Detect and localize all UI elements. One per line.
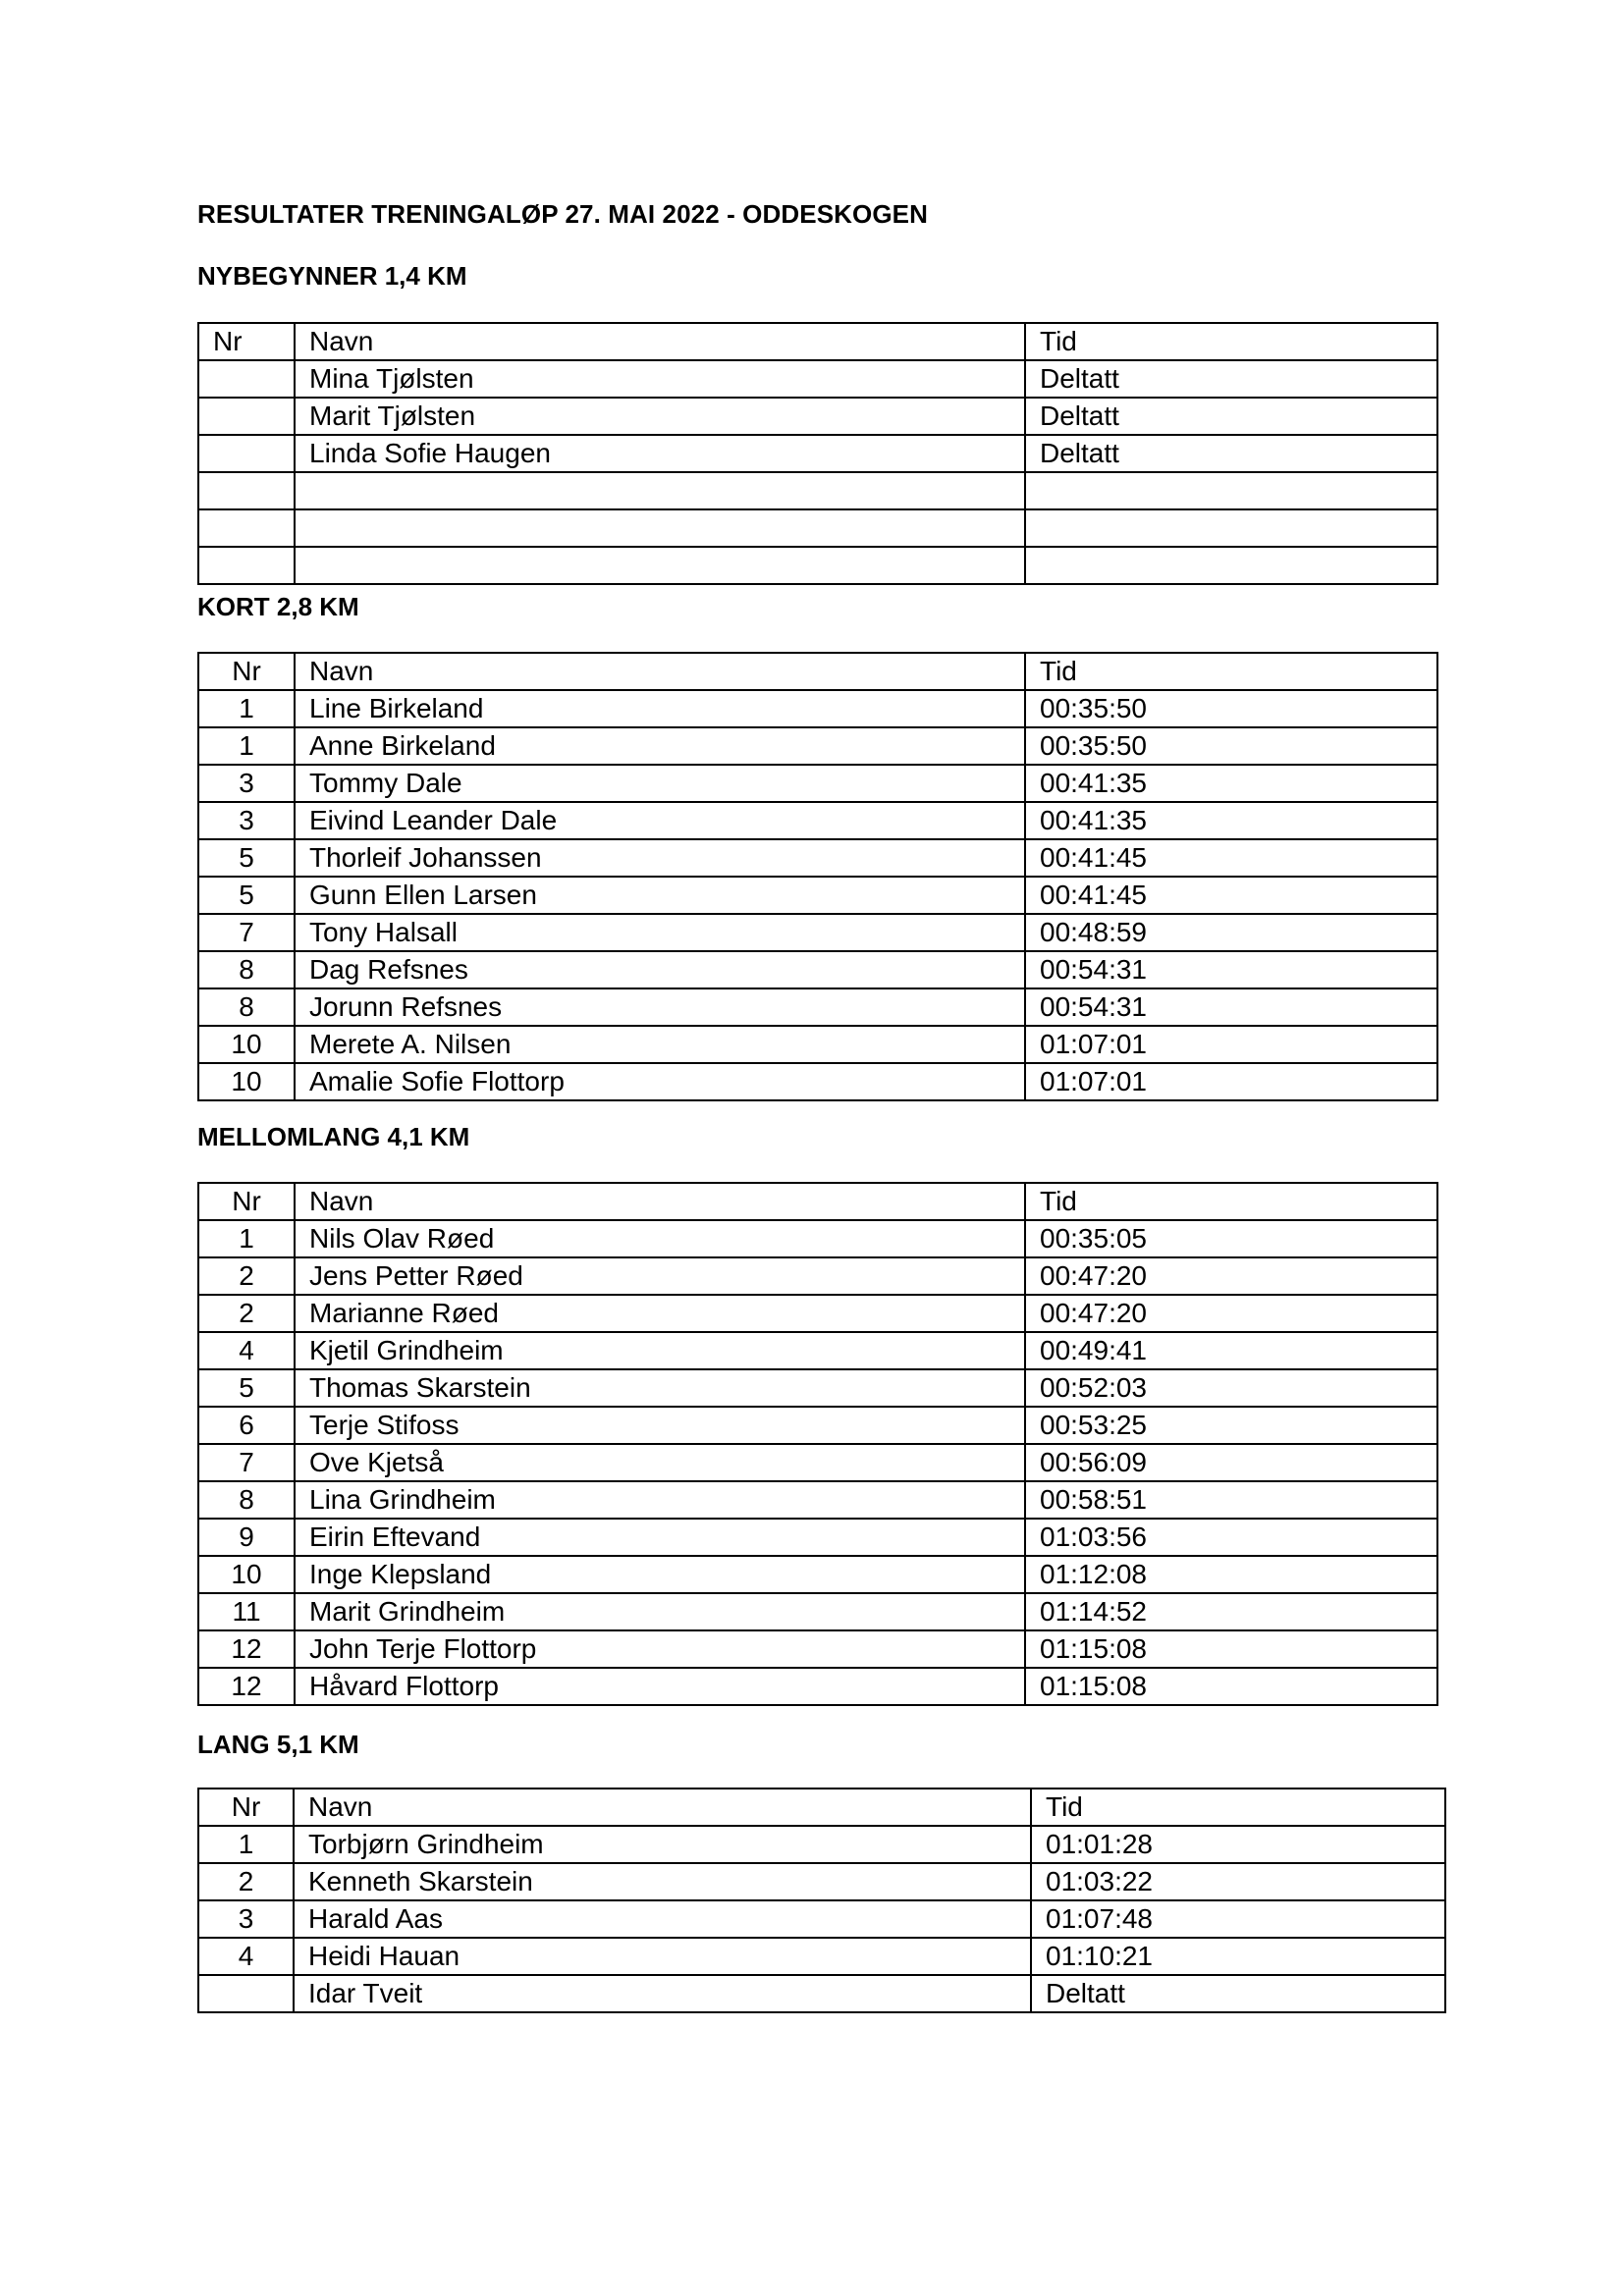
row-tid: 01:15:08 (1025, 1630, 1437, 1668)
table-row (198, 1481, 1437, 1519)
table-row (198, 765, 1437, 802)
row-navn: Tony Halsall (295, 914, 1025, 951)
results-table-nybegynner (197, 322, 1438, 585)
table-row (198, 877, 1437, 914)
table-row (198, 1900, 1445, 1938)
row-tid: 00:49:41 (1025, 1332, 1437, 1369)
row-nr: 9 (198, 1519, 295, 1556)
row-tid: 00:56:09 (1025, 1444, 1437, 1481)
row-tid: 00:35:50 (1025, 727, 1437, 765)
table-header-row (198, 323, 1437, 360)
row-nr: 10 (198, 1063, 295, 1100)
table-row (198, 802, 1437, 839)
table-row (198, 839, 1437, 877)
row-navn: Anne Birkeland (295, 727, 1025, 765)
row-tid: 00:41:45 (1025, 839, 1437, 877)
row-navn: Marit Tjølsten (295, 398, 1025, 435)
row-tid: 01:07:01 (1025, 1063, 1437, 1100)
row-tid: 01:01:28 (1031, 1826, 1445, 1863)
row-tid: 00:41:35 (1025, 802, 1437, 839)
row-nr: 8 (198, 988, 295, 1026)
table-header-row (198, 653, 1437, 690)
table-row (198, 1295, 1437, 1332)
table-row (198, 360, 1437, 398)
header-nr: Nr (198, 653, 295, 690)
row-tid: Deltatt (1025, 398, 1437, 435)
row-tid (1025, 509, 1437, 547)
row-nr (198, 360, 295, 398)
header-nr: Nr (198, 323, 295, 360)
header-tid: Tid (1025, 323, 1437, 360)
row-navn: Harald Aas (294, 1900, 1031, 1938)
header-nr: Nr (198, 1789, 294, 1826)
table-row (198, 1630, 1437, 1668)
row-tid: 00:41:35 (1025, 765, 1437, 802)
row-navn: Amalie Sofie Flottorp (295, 1063, 1025, 1100)
row-navn: Gunn Ellen Larsen (295, 877, 1025, 914)
row-tid (1025, 547, 1437, 584)
table-row (198, 1257, 1437, 1295)
row-nr: 4 (198, 1938, 294, 1975)
row-navn: Thorleif Johanssen (295, 839, 1025, 877)
row-tid: 00:47:20 (1025, 1257, 1437, 1295)
table-header-row (198, 1789, 1445, 1826)
row-nr: 5 (198, 1369, 295, 1407)
row-navn: Idar Tveit (294, 1975, 1031, 2012)
results-table-mellomlang (197, 1182, 1438, 1706)
row-navn (295, 509, 1025, 547)
row-nr: 5 (198, 839, 295, 877)
row-navn: Dag Refsnes (295, 951, 1025, 988)
table-row (198, 1593, 1437, 1630)
row-nr: 1 (198, 1826, 294, 1863)
row-navn: Eirin Eftevand (295, 1519, 1025, 1556)
results-table-kort (197, 652, 1438, 1101)
table-row (198, 1826, 1445, 1863)
row-nr: 2 (198, 1295, 295, 1332)
header-tid: Tid (1031, 1789, 1445, 1826)
row-nr: 10 (198, 1026, 295, 1063)
row-nr (198, 472, 295, 509)
header-nr: Nr (198, 1183, 295, 1220)
table-header-row (198, 1183, 1437, 1220)
row-nr (198, 547, 295, 584)
row-nr: 4 (198, 1332, 295, 1369)
row-navn: Linda Sofie Haugen (295, 435, 1025, 472)
row-nr: 1 (198, 727, 295, 765)
results-table-lang (197, 1788, 1446, 2013)
row-navn: Heidi Hauan (294, 1938, 1031, 1975)
row-navn: Jens Petter Røed (295, 1257, 1025, 1295)
header-navn: Navn (295, 1183, 1025, 1220)
row-tid: 00:48:59 (1025, 914, 1437, 951)
row-nr: 12 (198, 1668, 295, 1705)
table-row (198, 1975, 1445, 2012)
row-tid: 01:07:01 (1025, 1026, 1437, 1063)
row-tid: 01:10:21 (1031, 1938, 1445, 1975)
row-tid: 00:47:20 (1025, 1295, 1437, 1332)
table-row (198, 1026, 1437, 1063)
table-row (198, 1444, 1437, 1481)
row-tid: 01:14:52 (1025, 1593, 1437, 1630)
row-nr (198, 509, 295, 547)
section-title-kort: KORT 2,8 KM (197, 592, 359, 621)
table-row (198, 1332, 1437, 1369)
row-tid: Deltatt (1025, 360, 1437, 398)
row-navn: Nils Olav Røed (295, 1220, 1025, 1257)
row-navn: Ove Kjetså (295, 1444, 1025, 1481)
row-tid: Deltatt (1031, 1975, 1445, 2012)
table-row (198, 988, 1437, 1026)
header-tid: Tid (1025, 653, 1437, 690)
row-nr: 3 (198, 1900, 294, 1938)
row-navn: Torbjørn Grindheim (294, 1826, 1031, 1863)
table-row (198, 398, 1437, 435)
row-navn: Håvard Flottorp (295, 1668, 1025, 1705)
header-navn: Navn (295, 323, 1025, 360)
header-navn: Navn (295, 653, 1025, 690)
row-navn: John Terje Flottorp (295, 1630, 1025, 1668)
row-tid: 00:35:50 (1025, 690, 1437, 727)
row-navn: Lina Grindheim (295, 1481, 1025, 1519)
row-nr: 3 (198, 765, 295, 802)
table-row (198, 914, 1437, 951)
row-nr (198, 398, 295, 435)
table-row (198, 1556, 1437, 1593)
table-row (198, 472, 1437, 509)
row-tid: 01:15:08 (1025, 1668, 1437, 1705)
section-title-lang: LANG 5,1 KM (197, 1730, 359, 1759)
row-tid: Deltatt (1025, 435, 1437, 472)
section-title-mellomlang: MELLOMLANG 4,1 KM (197, 1122, 470, 1151)
table-row (198, 1369, 1437, 1407)
row-navn (295, 547, 1025, 584)
table-row (198, 951, 1437, 988)
row-navn: Eivind Leander Dale (295, 802, 1025, 839)
row-tid: 00:35:05 (1025, 1220, 1437, 1257)
row-nr: 5 (198, 877, 295, 914)
row-navn: Thomas Skarstein (295, 1369, 1025, 1407)
row-navn: Line Birkeland (295, 690, 1025, 727)
table-row (198, 1668, 1437, 1705)
table-row (198, 690, 1437, 727)
table-row (198, 435, 1437, 472)
row-navn: Marit Grindheim (295, 1593, 1025, 1630)
row-navn: Kenneth Skarstein (294, 1863, 1031, 1900)
row-nr: 1 (198, 1220, 295, 1257)
row-navn: Terje Stifoss (295, 1407, 1025, 1444)
row-navn: Mina Tjølsten (295, 360, 1025, 398)
row-nr: 7 (198, 914, 295, 951)
table-row (198, 547, 1437, 584)
row-tid: 01:12:08 (1025, 1556, 1437, 1593)
row-nr: 2 (198, 1257, 295, 1295)
row-nr: 11 (198, 1593, 295, 1630)
row-nr (198, 435, 295, 472)
table-row (198, 1220, 1437, 1257)
row-tid: 00:41:45 (1025, 877, 1437, 914)
row-nr: 8 (198, 1481, 295, 1519)
table-row (198, 1938, 1445, 1975)
row-navn: Merete A. Nilsen (295, 1026, 1025, 1063)
table-row (198, 1407, 1437, 1444)
row-nr: 10 (198, 1556, 295, 1593)
table-row (198, 1063, 1437, 1100)
document-title: RESULTATER TRENINGALØP 27. MAI 2022 - ODDESKOGEN (197, 199, 928, 229)
header-tid: Tid (1025, 1183, 1437, 1220)
row-tid (1025, 472, 1437, 509)
row-tid: 01:03:22 (1031, 1863, 1445, 1900)
row-tid: 01:07:48 (1031, 1900, 1445, 1938)
row-nr: 1 (198, 690, 295, 727)
row-nr: 12 (198, 1630, 295, 1668)
row-nr: 3 (198, 802, 295, 839)
row-tid: 00:54:31 (1025, 988, 1437, 1026)
row-tid: 00:52:03 (1025, 1369, 1437, 1407)
row-nr: 2 (198, 1863, 294, 1900)
row-nr: 7 (198, 1444, 295, 1481)
row-navn: Jorunn Refsnes (295, 988, 1025, 1026)
row-nr: 6 (198, 1407, 295, 1444)
row-navn: Marianne Røed (295, 1295, 1025, 1332)
row-navn: Tommy Dale (295, 765, 1025, 802)
row-tid: 01:03:56 (1025, 1519, 1437, 1556)
table-row (198, 1863, 1445, 1900)
row-nr (198, 1975, 294, 2012)
table-row (198, 1519, 1437, 1556)
row-nr: 8 (198, 951, 295, 988)
section-title-nybegynner: NYBEGYNNER 1,4 KM (197, 261, 467, 291)
header-navn: Navn (294, 1789, 1031, 1826)
table-row (198, 727, 1437, 765)
row-navn: Inge Klepsland (295, 1556, 1025, 1593)
row-tid: 00:54:31 (1025, 951, 1437, 988)
table-row (198, 509, 1437, 547)
row-navn (295, 472, 1025, 509)
row-navn: Kjetil Grindheim (295, 1332, 1025, 1369)
row-tid: 00:53:25 (1025, 1407, 1437, 1444)
row-tid: 00:58:51 (1025, 1481, 1437, 1519)
